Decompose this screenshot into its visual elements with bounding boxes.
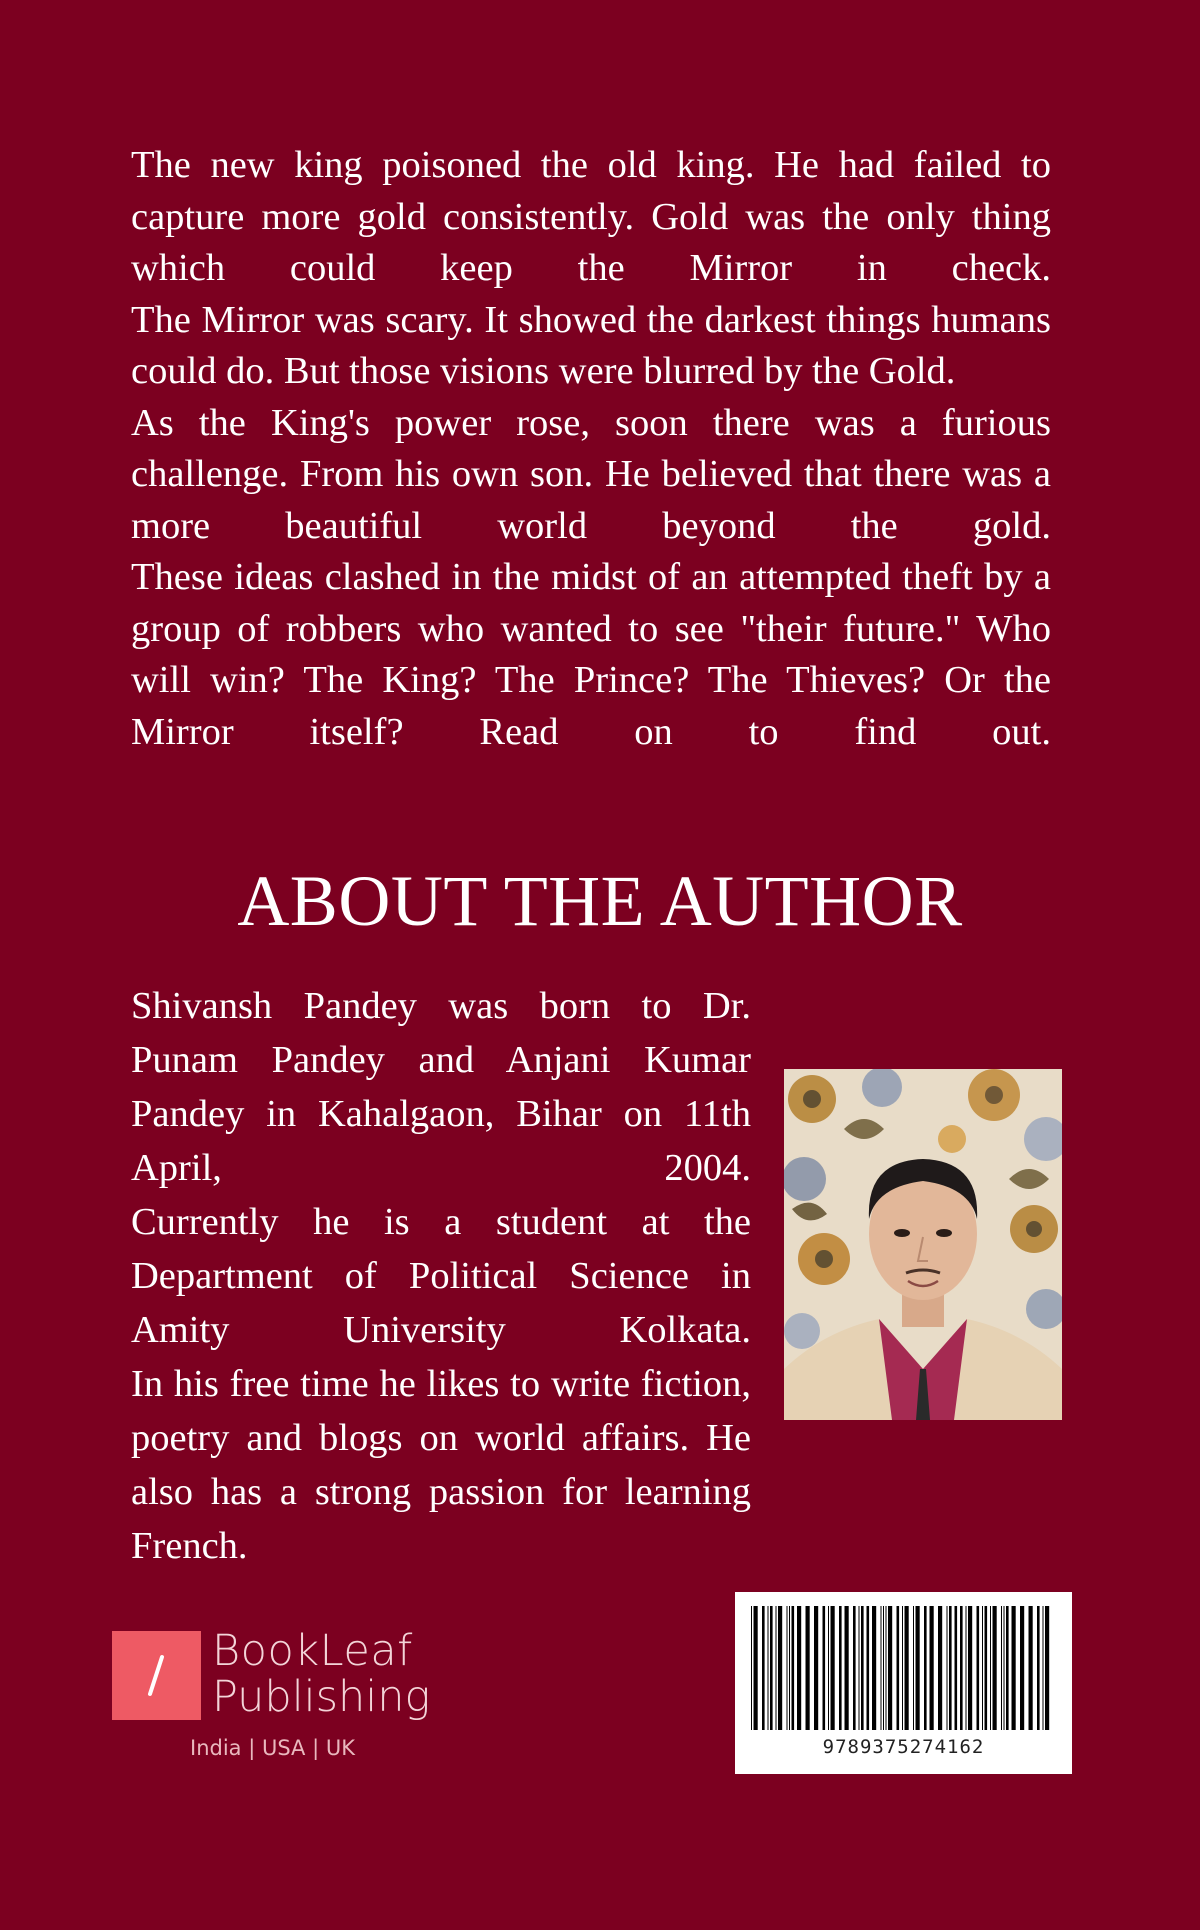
barcode-bar [886, 1606, 887, 1730]
publisher-logo-mark [112, 1631, 201, 1720]
barcode-bar [960, 1606, 963, 1730]
isbn-number: 9789375274162 [822, 1736, 985, 1758]
barcode-bar [1037, 1606, 1040, 1730]
barcode-bar [938, 1606, 942, 1730]
barcode-bar [839, 1606, 842, 1730]
barcode-bar [905, 1606, 909, 1730]
bio-paragraph-1: Shivansh Pandey was born to Dr. Punam Pandey and Anjani Kumar Pandey in Kahalgaon, Bihar on 11th April, 2004. [131, 985, 751, 1189]
barcode-bar [947, 1606, 948, 1730]
blurb-paragraph-2: The Mirror was scary. It showed the darkest things humans could do. But those visions were blurred by the Gold. [131, 298, 1051, 392]
barcode-bar [1001, 1606, 1002, 1730]
slash-icon [112, 1631, 201, 1720]
barcode-bar [1004, 1606, 1005, 1730]
barcode-bar [930, 1606, 934, 1730]
publisher-logo [112, 1626, 442, 1722]
bio-paragraph-2: Currently he is a student at the Department of Political Science in Amity University Kolkata. [131, 1201, 751, 1351]
barcode-bar [883, 1606, 884, 1730]
publisher-regions: India | USA | UK [190, 1736, 355, 1760]
barcode-bar [776, 1606, 777, 1730]
author-portrait-icon [784, 1069, 1062, 1420]
isbn-barcode [735, 1592, 1072, 1774]
barcode-bar [872, 1606, 876, 1730]
barcode-bar [1006, 1606, 1009, 1730]
barcode-bar [754, 1606, 758, 1730]
barcode-bar [789, 1606, 790, 1730]
barcode-bar [977, 1606, 980, 1730]
barcode-bar [968, 1606, 972, 1730]
barcode-bar [888, 1606, 892, 1730]
barcode-bar [881, 1606, 882, 1730]
barcode-bar [823, 1606, 826, 1730]
blurb-paragraph-1: The new king poisoned the old king. He had failed to capture more gold consistently. Gold was the only thing which could keep the Mirror in check. [131, 144, 1051, 289]
barcode-bar [955, 1606, 958, 1730]
barcode-bar [924, 1606, 927, 1730]
barcode-bar [770, 1606, 773, 1730]
blurb-paragraph-4: These ideas clashed in the midst of an attempted theft by a group of robbers who wanted to see "their future." Who will win? The King? The Prince? The Thieves? Or the Mirror itself? Read on to find out. [131, 556, 1051, 753]
barcode-bar [768, 1606, 769, 1730]
back-cover-blurb [131, 140, 1051, 758]
barcode-bar [1020, 1606, 1024, 1730]
barcode-bar [1012, 1606, 1016, 1730]
author-bio [131, 979, 751, 1573]
barcode-bar [949, 1606, 952, 1730]
author-photo [784, 1069, 1062, 1420]
barcode-bar [902, 1606, 903, 1730]
publisher-name-line2: Publishing [212, 1672, 431, 1722]
barcode-bar [993, 1606, 997, 1730]
barcode-bar [916, 1606, 920, 1730]
barcode-bar [982, 1606, 983, 1730]
barcode-bar [831, 1606, 835, 1730]
barcode-bar [814, 1606, 818, 1730]
barcode-bar [751, 1606, 752, 1730]
barcode-bar [861, 1606, 864, 1730]
about-author-heading: ABOUT THE AUTHOR [237, 861, 963, 941]
barcode-bar [797, 1606, 801, 1730]
barcode-bar [853, 1606, 856, 1730]
barcode-bar [985, 1606, 988, 1730]
barcode-bar [787, 1606, 788, 1730]
barcode-bar [762, 1606, 765, 1730]
barcode-bar [867, 1606, 870, 1730]
barcode-bar [1029, 1606, 1033, 1730]
barcode-bar [1043, 1606, 1044, 1730]
barcode-bar [806, 1606, 810, 1730]
barcode-bar [792, 1606, 795, 1730]
barcode-bar [828, 1606, 829, 1730]
barcode-bar [778, 1606, 782, 1730]
barcode-bar [966, 1606, 967, 1730]
barcode-bar [990, 1606, 991, 1730]
barcode-bar [1045, 1606, 1049, 1730]
barcode-bar [897, 1606, 900, 1730]
barcode-bar [913, 1606, 914, 1730]
barcode-bar [845, 1606, 849, 1730]
barcode-bar [859, 1606, 860, 1730]
blurb-paragraph-3: As the King's power rose, soon there was a furious challenge. From his own son. He believed that there was a more beautiful world beyond the gold. [131, 401, 1051, 547]
publisher-name-line1: BookLeaf [212, 1626, 413, 1676]
bio-paragraph-3: In his free time he likes to write fiction, poetry and blogs on world affairs. He also has a strong passion for learning French. [131, 1363, 751, 1567]
